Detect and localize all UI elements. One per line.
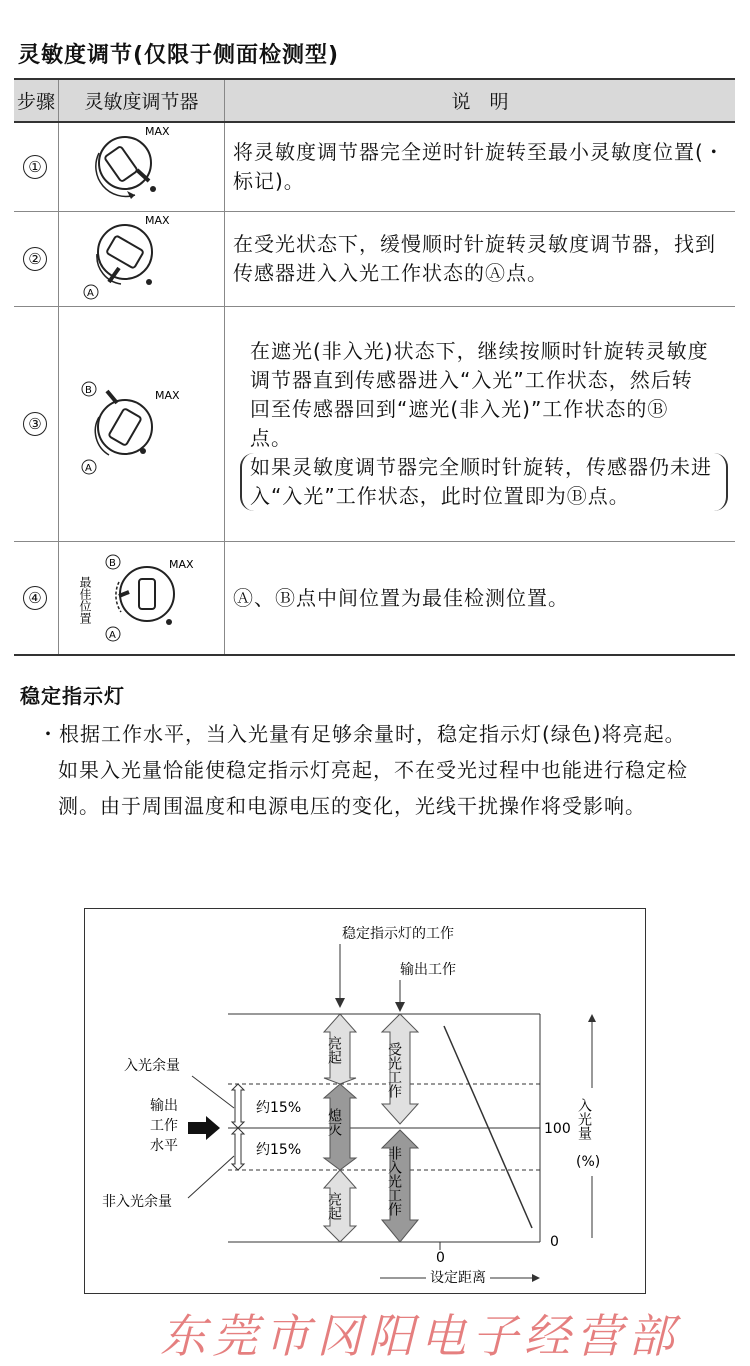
stable-para1: ・根据工作水平，当入光量有足够余量时，稳定指示灯(绿色)将亮起。 [38,722,686,746]
table-row [14,122,735,212]
header-step: 步骤 [14,79,59,122]
svg-text:输出: 输出 [150,1098,178,1114]
stable-heading: 稳定指示灯 [20,684,125,708]
step-number: ④ [23,586,47,610]
receive-label: 受光工作 [386,1042,402,1098]
x-axis-label: 设定距离 [430,1270,486,1286]
max-label: MAX [145,125,170,138]
table-row [14,212,735,307]
y-0-label: 0 [550,1234,559,1250]
dial-step3-icon [59,307,222,537]
off-label: 熄灭 [326,1108,342,1136]
svg-text:水平: 水平 [150,1138,178,1154]
svg-text:MAX: MAX [169,558,194,571]
stable-indicator-label: 稳定指示灯的工作 [342,926,454,942]
svg-text:MAX: MAX [145,214,170,227]
svg-text:A: A [87,288,94,299]
x-0-label: 0 [436,1250,445,1266]
lower-percent-label: 约15% [256,1142,302,1158]
y-axis-label: 入光量 [576,1098,592,1140]
step2-description: 在受光状态下，缓慢顺时针旋转灵敏度调节器，找到传感器进入入光工作状态的Ⓐ点。 [225,212,736,307]
step3-description: 在遮光(非入光)状态下，继续按顺时针旋转灵敏度调节器直到传感器进入“入光”工作状态，然后转回至传感器回到“遮光(非入光)”工作状态的Ⓑ点。 [250,339,709,450]
step1-description: 将灵敏度调节器完全逆时针旋转至最小灵敏度位置(・标记)。 [225,122,736,212]
step4-description: Ⓐ、Ⓑ点中间位置为最佳检测位置。 [225,542,736,656]
best-position-label: 最佳位置 [78,576,92,624]
y-unit-label: (%) [576,1154,601,1170]
on-bottom-label: 亮起 [326,1192,342,1220]
output-operation-label: 输出工作 [400,962,456,978]
watermark: 东莞市冈阳电子经营部 [160,1309,680,1363]
step-number: ③ [23,412,47,436]
dial-step2-icon [59,212,222,302]
on-top-label: 亮起 [326,1036,342,1064]
dial-step1-icon [59,123,222,207]
svg-text:B: B [109,558,116,569]
upper-percent-label: 约15% [256,1100,302,1116]
dial-step4-icon [59,542,222,650]
table-row [14,307,735,542]
non-light-margin-label: 非入光余量 [102,1194,172,1210]
stability-diagram [84,908,646,1298]
step-number: ② [23,247,47,271]
non-receive-label: 非入光工作 [386,1146,402,1216]
table-row [14,542,735,656]
step3-description-cell [225,307,736,542]
stable-para2: 如果入光量恰能使稳定指示灯亮起，不在受光过程中也能进行稳定检测。由于周围温度和电源电压的变化，光线干扰操作将受影响。 [58,758,688,818]
header-adjuster: 灵敏度调节器 [59,79,225,122]
light-margin-label: 入光余量 [124,1058,180,1074]
y-100-label: 100 [544,1121,571,1137]
step3-note: 如果灵敏度调节器完全顺时针旋转，传感器仍未进入“入光”工作状态，此时位置即为Ⓑ点。 [240,453,728,511]
svg-text:MAX: MAX [155,389,180,402]
stable-paragraph [38,716,718,824]
step-number: ① [23,155,47,179]
svg-text:工作: 工作 [150,1118,178,1134]
svg-text:B: B [85,385,92,396]
svg-text:A: A [109,630,116,641]
header-description: 说 明 [225,79,736,122]
sensitivity-steps-table [14,78,735,656]
svg-text:A: A [85,463,92,474]
page-title: 灵敏度调节(仅限于侧面检测型) [18,43,340,68]
